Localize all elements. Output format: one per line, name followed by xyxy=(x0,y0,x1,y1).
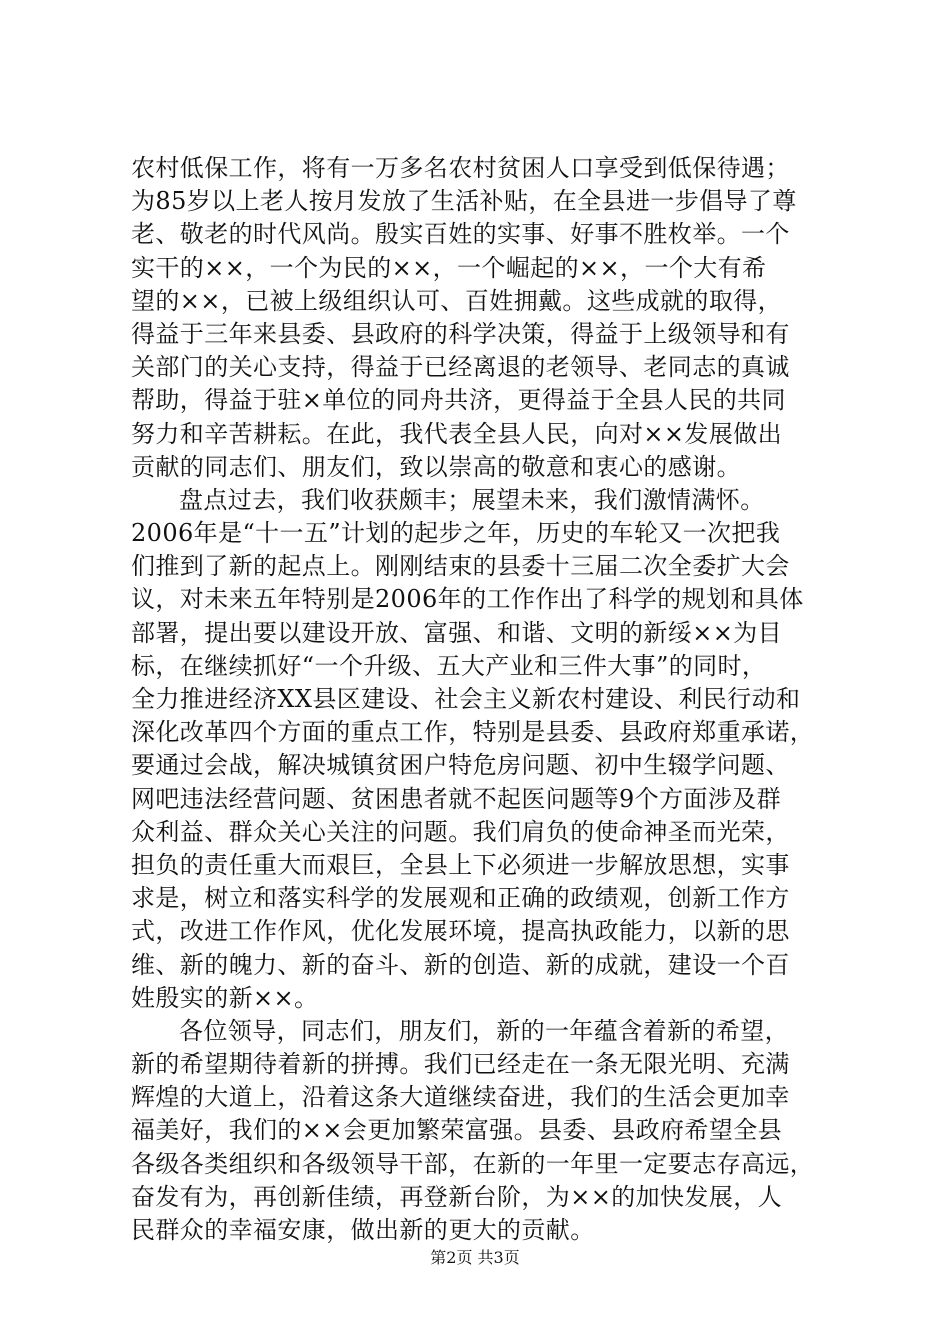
text-line: 新的希望期待着新的拼搏。我们已经走在一条无限光明、充满 xyxy=(131,1050,790,1079)
text-line: 关部门的关心支持，得益于已经离退的老领导、老同志的真诚 xyxy=(131,353,790,382)
page-number-footer: 第2页 共3页 xyxy=(430,1248,520,1267)
text-line: 要通过会战，解决城镇贫困户特危房问题、初中生辍学问题、 xyxy=(131,751,790,780)
text-line: 全力推进经济XX县区建设、社会主义新农村建设、利民行动和 xyxy=(131,685,801,713)
text-line: 姓殷实的新××。 xyxy=(131,983,319,1012)
text-line: 老、敬老的时代风尚。殷实百姓的实事、好事不胜枚举。一个 xyxy=(131,220,790,249)
text-line: 努力和辛苦耕耘。在此，我代表全县人民，向对××发展做出 xyxy=(131,419,783,448)
text-line: 深化改革四个方面的重点工作，特别是县委、县政府郑重承诺， xyxy=(131,718,815,747)
text-line: 福美好，我们的××会更加繁荣富强。县委、县政府希望全县 xyxy=(131,1116,783,1145)
text-line: 各级各类组织和各级领导干部，在新的一年里一定要志存高远， xyxy=(131,1149,815,1178)
paragraph-first-line: 盘点过去，我们收获颇丰；展望未来，我们激情满怀。 xyxy=(179,485,765,514)
document-body xyxy=(131,152,836,1247)
text-line: 农村低保工作，将有一万多名农村贫困人口享受到低保待遇； xyxy=(131,154,790,182)
text-line: 维、新的魄力、新的奋斗、新的创造、新的成就，建设一个百 xyxy=(131,950,790,979)
text-line: 奋发有为，再创新佳绩，再登新台阶，为××的加快发展，人 xyxy=(131,1182,783,1211)
text-line: 求是，树立和落实科学的发展观和正确的政绩观，创新工作方 xyxy=(131,884,790,913)
text-line: 部署，提出要以建设开放、富强、和谐、文明的新绥××为目 xyxy=(131,618,783,647)
paragraph-first-line: 各位领导，同志们，朋友们，新的一年蕴含着新的希望， xyxy=(179,1016,789,1045)
text-line: 辉煌的大道上，沿着这条大道继续奋进，我们的生活会更加幸 xyxy=(131,1083,790,1112)
text-line: 民群众的幸福安康，做出新的更大的贡献。 xyxy=(131,1216,595,1244)
text-line: 们推到了新的起点上。刚刚结束的县委十三届二次全委扩大会 xyxy=(131,552,790,581)
text-line: 标，在继续抓好“一个升级、五大产业和三件大事”的同时， xyxy=(131,651,767,680)
text-line: 望的××，已被上级组织认可、百姓拥戴。这些成就的取得， xyxy=(131,286,783,315)
text-line: 得益于三年来县委、县政府的科学决策，得益于上级领导和有 xyxy=(131,319,790,348)
text-line: 式，改进工作作风，优化发展环境，提高执政能力，以新的思 xyxy=(131,917,790,946)
text-line: 网吧违法经营问题、贫困患者就不起医问题等9个方面涉及群 xyxy=(131,784,782,813)
text-line: 众利益、群众关心关注的问题。我们肩负的使命神圣而光荣， xyxy=(131,817,790,846)
text-line: 实干的××，一个为民的××，一个崛起的××，一个大有希 xyxy=(131,253,767,282)
text-line: 帮助，得益于驻×单位的同舟共济，更得益于全县人民的共同 xyxy=(131,386,786,415)
text-line: 议，对未来五年特别是2006年的工作作出了科学的规划和具体 xyxy=(131,585,804,614)
text-line: 为85岁以上老人按月发放了生活补贴，在全县进一步倡导了尊 xyxy=(131,187,797,216)
text-line: 2006年是“十一五”计划的起步之年，历史的车轮又一次把我 xyxy=(131,519,781,548)
text-line: 担负的责任重大而艰巨，全县上下必须进一步解放思想，实事 xyxy=(131,850,790,879)
text-line: 贡献的同志们、朋友们，致以崇高的敬意和衷心的感谢。 xyxy=(131,452,741,481)
